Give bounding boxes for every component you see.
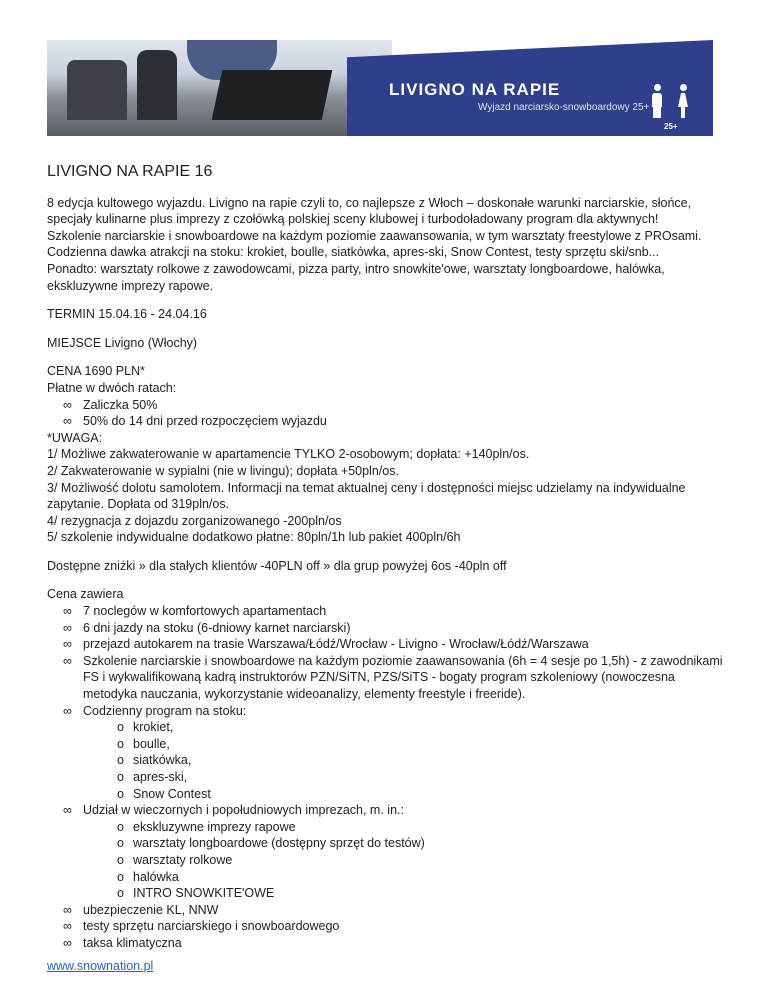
- list-item: ∞ taksa klimatyczna: [63, 935, 727, 952]
- header-banner: [47, 40, 713, 136]
- payment-intro: Płatne w dwóch ratach:: [47, 380, 177, 395]
- list-item: o Snow Contest: [117, 786, 727, 803]
- list-item: ∞ Szkolenie narciarskie i snowboardowe na każdym poziomie zaawansowania (6h = 4 sesje po 1,5h) - z zawodnikami FS i wykwalifikowaną kadrą instruktorów PZN/SiTN, PZS/SiTS - bogaty program szkoleniowy (nowoczesna metodyka nauczania, wykorzystanie wideoanalizy, elementy freestyle i freeride).: [63, 653, 727, 703]
- list-item: ∞ Udział w wieczornych i popołudniowych imprezach, m. in.: o ekskluzywne imprezy rapowe o warsztaty longboardowe (dostępny sprzęt do testów) o warsztaty rolkowe o halówka o INTRO SNOWKITE'OWE: [63, 802, 727, 902]
- list-item: ∞ przejazd autokarem na trasie Warszawa/Łódź/Wrocław - Livigno - Wrocław/Łódź/Warszawa: [63, 636, 727, 653]
- list-item: o halówka: [117, 869, 727, 886]
- cena: CENA 1690 PLN*: [47, 364, 145, 379]
- list-item: ∞ Codzienny program na stoku: o krokiet, o boulle, o siatkówka, o apres-ski, o Snow Contest: [63, 703, 727, 803]
- discounts: Dostępne zniżki » dla stałych klientów -40PLN off » dla grup powyżej 6os -40pln off: [47, 558, 507, 573]
- banner-photo: [47, 40, 392, 136]
- list-item: o warsztaty rolkowe: [117, 852, 727, 869]
- list-item: o boulle,: [117, 736, 727, 753]
- banner-subtitle: Wyjazd narciarsko-snowboardowy 25+: [478, 102, 650, 113]
- uwaga-title: *UWAGA:: [47, 430, 103, 445]
- includes-title: Cena zawiera: [47, 587, 124, 602]
- list-item: ∞ Zaliczka 50%: [63, 397, 727, 414]
- parties-list: [83, 819, 727, 902]
- list-item: o INTRO SNOWKITE'OWE: [117, 885, 727, 902]
- list-item: ∞ testy sprzętu narciarskiego i snowboardowego: [63, 918, 727, 935]
- daily-program-list: [83, 719, 727, 802]
- termin: TERMIN 15.04.16 - 24.04.16: [47, 307, 207, 322]
- list-item: ∞ 6 dni jazdy na stoku (6-dniowy karnet narciarski): [63, 620, 727, 637]
- list-item: o apres-ski,: [117, 769, 727, 786]
- list-item: o siatkówka,: [117, 752, 727, 769]
- payment-list: [47, 397, 727, 430]
- list-item: ∞ ubezpieczenie KL, NNW: [63, 902, 727, 919]
- miejsce: MIEJSCE Livigno (Włochy): [47, 335, 198, 350]
- document-body: LIVIGNO NA RAPIE 16 8 edycja kultowego wyjazdu. Livigno na rapie czyli to, co najlepsze z Włoch – doskonałe warunki narciarskie, słońce, specjały kulinarne plus imprezy z czołówką polskiej sceny klubowej i turbodoładowany program dla aktywnych! Szkolenie narciarskie i snowboardowe na każdym poziomie zaawansowania, w tym warsztaty freestylowe z PROsami. Codzienna dawka atrakcji na stoku: krokiet, boulle, siatkówka, apres-ski, Snow Contest, testy sprzętu ski/snb... Ponadto: warsztaty rolkowe z zawodowcami, pizza party, intro snowkite'owe, warsztaty longboardowe, halówka, ekskluzywne imprezy rapowe. TERMIN 15.04.16 - 24.04.16 MIEJSCE Livigno (Włochy) CENA 1690 PLN* Płatne w dwóch ratach: ∞ Zaliczka 50% ∞ 50% do 14 dni przed rozpoczęciem wyjazdu *UWAGA: 1/ Możliwe zakwaterowanie w apartamencie TYLKO 2-osobowym; dopłata: +140pln/os. 2/ Zakwaterowanie w sypialni (nie w livingu); dopłata +50pln/os. 3/ Możliwość dolotu samolotem. Informacji na temat aktualnej ceny i dostępności miejsc udzielamy na indywidualne zapytanie. Dopłata od 319pln/os. 4/ rezygnacja z dojazdu zorganizowanego -200pln/os 5/ szkolenie indywidualne dodatkowo płatne: 80pln/1h lub pakiet 400pln/6h Dostępne zniżki » dla stałych klientów -40PLN off » dla grup powyżej 6os -40pln off Cena zawiera ∞ 7 noclegów w komfortowych apartamentach ∞ 6 dni jazdy na stoku (6-dniowy karnet narciarski) ∞ przejazd autokarem na trasie Warszawa/Łódź/Wrocław - Livigno - Wrocław/Łódź/Warszawa ∞ Szkolenie narciarskie i snowboardowe na każdym poziomie zaawansowania (6h = 4 sesje po 1,5h) - z zawodnikami FS i wykwalifikowaną kadrą instruktorów PZN/SiTN, PZS/SiTS - bogaty program szkoleniowy (nowoczesna metodyka nauczania, wykorzystanie wideoanalizy, elementy freestyle i freeride). ∞ Codzienny program na stoku: o krokiet, o boulle, o siatkówka, o apres-ski, o Snow Contest ∞ Udział w wieczornych i popołudniowych imprezach, m. in.: o ekskluzywne imprezy rapowe o warsztaty longboardowe (dostępny sprzęt do testów) o warsztaty rolkowe o halówka o INTRO SNOWKITE'OWE ∞ ubezpieczenie KL, NNW ∞ testy sprzętu narciarskiego i snowboardowego ∞ taksa klimatyczna www.snownation.pl: [47, 164, 727, 974]
- list-item: ∞ 7 noclegów w komfortowych apartamentach: [63, 603, 727, 620]
- includes-list: [47, 603, 727, 951]
- list-item: o ekskluzywne imprezy rapowe: [117, 819, 727, 836]
- banner-title: LIVIGNO NA RAPIE: [389, 80, 561, 99]
- list-item: ∞ 50% do 14 dni przed rozpoczęciem wyjazdu: [63, 413, 727, 430]
- website-link[interactable]: www.snownation.pl: [47, 958, 154, 973]
- page-title: LIVIGNO NA RAPIE 16: [47, 163, 213, 180]
- list-item: o warsztaty longboardowe (dostępny sprzęt do testów): [117, 835, 727, 852]
- list-item: o krokiet,: [117, 719, 727, 736]
- age-badge: 25+: [664, 122, 678, 131]
- intro-paragraph: 8 edycja kultowego wyjazdu. Livigno na rapie czyli to, co najlepsze z Włoch – doskonałe warunki narciarskie, słońce, specjały kulinarne plus imprezy z czołówką polskiej sceny klubowej i turbodoładowany program dla aktywnych! Szkolenie narciarskie i snowboardowe na każdym poziomie zaawansowania, w tym warsztaty freestylowe z PROsami. Codzienna dawka atrakcji na stoku: krokiet, boulle, siatkówka, apres-ski, Snow Contest, testy sprzętu ski/snb... Ponadto: warsztaty rolkowe z zawodowcami, pizza party, intro snowkite'owe, warsztaty longboardowe, halówka, ekskluzywne imprezy rapowe.: [47, 195, 702, 293]
